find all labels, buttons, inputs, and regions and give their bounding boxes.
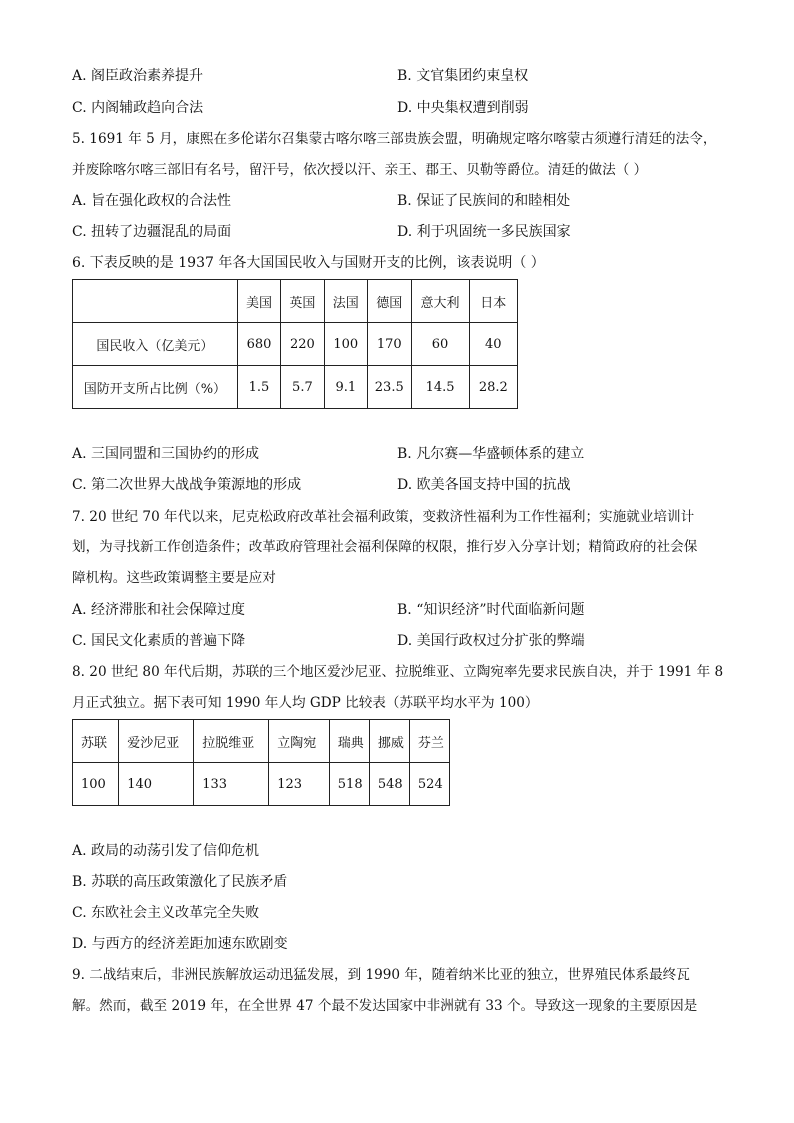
- table-header-cell: 立陶宛: [269, 720, 330, 763]
- table-cell: 28.2: [469, 366, 517, 409]
- table-cell: 220: [281, 323, 324, 366]
- table-header-row: [73, 280, 518, 323]
- table-row: [73, 763, 450, 806]
- table-row-label: 国防开支所占比例（%）: [73, 366, 238, 409]
- q6-option-d: D. 欧美各国支持中国的抗战: [397, 477, 571, 493]
- table-header-cell: 挪威: [369, 720, 409, 763]
- table-cell: 23.5: [368, 366, 412, 409]
- q5-option-d: D. 利于巩固统一多民族国家: [397, 224, 571, 240]
- table-header-cell: 瑞典: [329, 720, 369, 763]
- table-cell: 1.5: [237, 366, 280, 409]
- table-header-row: [73, 720, 450, 763]
- table-cell: 14.5: [411, 366, 469, 409]
- q8-option-a: A. 政局的动荡引发了信仰危机: [72, 843, 260, 859]
- q7-stem-line-2: 划，为寻找新工作创造条件；改革政府管理社会福利保障的权限，推行岁入分享计划；精简政府的社会保: [72, 539, 698, 555]
- q4-option-b: B. 文官集团约束皇权: [397, 68, 529, 84]
- q7-option-b: B. “知识经济”时代面临新问题: [397, 602, 585, 618]
- table-header-cell: 爱沙尼亚: [119, 720, 194, 763]
- q7-stem-line-3: 障机构。这些政策调整主要是应对: [72, 570, 276, 586]
- table-header-cell: 德国: [368, 280, 412, 323]
- q8-option-c: C. 东欧社会主义改革完全失败: [72, 905, 260, 921]
- q6-option-a: A. 三国同盟和三国协约的形成: [72, 446, 260, 462]
- table-cell: 680: [237, 323, 280, 366]
- q8-gdp-table: [72, 719, 450, 806]
- table-cell: 140: [119, 763, 194, 806]
- q6-stem: 6. 下表反映的是 1937 年各大国国民收入与国财开支的比例，该表说明（ ）: [72, 255, 545, 271]
- table-header-cell: 苏联: [73, 720, 119, 763]
- q5-stem-line-2: 并废除喀尔喀三部旧有名号，留汗号，依次授以汗、亲王、郡王、贝勒等爵位。清廷的做法（ ）: [72, 162, 648, 178]
- table-row-label: 国民收入（亿美元）: [73, 323, 238, 366]
- table-cell: 100: [324, 323, 367, 366]
- q4-option-d: D. 中央集权遭到削弱: [397, 100, 529, 116]
- q4-option-c: C. 内阁辅政趋向合法: [72, 100, 204, 116]
- table-header-cell: 美国: [237, 280, 280, 323]
- q6-option-b: B. 凡尔赛—华盛顿体系的建立: [397, 446, 585, 462]
- table-cell: 524: [409, 763, 449, 806]
- q8-stem-line-2: 月正式独立。据下表可知 1990 年人均 GDP 比较表（苏联平均水平为 100）: [72, 695, 539, 711]
- q8-option-d: D. 与西方的经济差距加速东欧剧变: [72, 936, 288, 952]
- table-header-cell: 芬兰: [409, 720, 449, 763]
- table-header-cell: 日本: [469, 280, 517, 323]
- table-cell: 133: [194, 763, 269, 806]
- q6-data-table: [72, 279, 518, 409]
- table-header-cell: 英国: [281, 280, 324, 323]
- table-cell: 100: [73, 763, 119, 806]
- q7-option-c: C. 国民文化素质的普遍下降: [72, 633, 246, 649]
- table-cell: 60: [411, 323, 469, 366]
- table-cell: 518: [329, 763, 369, 806]
- q5-stem-line-1: 5. 1691 年 5 月，康熙在多伦诺尔召集蒙古喀尔喀三部贵族会盟，明确规定喀尔喀蒙古须遵行清廷的法令，: [72, 131, 717, 147]
- table-header-cell: 拉脱维亚: [194, 720, 269, 763]
- table-cell: 5.7: [281, 366, 324, 409]
- q4-option-a: A. 阁臣政治素养提升: [72, 68, 204, 84]
- table-cell: 170: [368, 323, 412, 366]
- table-header-cell: 意大利: [411, 280, 469, 323]
- q5-option-a: A. 旨在强化政权的合法性: [72, 193, 232, 209]
- table-row: [73, 323, 518, 366]
- table-header-cell: 法国: [324, 280, 367, 323]
- q6-option-c: C. 第二次世界大战战争策源地的形成: [72, 477, 302, 493]
- table-row: [73, 366, 518, 409]
- q5-option-b: B. 保证了民族间的和睦相处: [397, 193, 571, 209]
- q7-option-a: A. 经济滞胀和社会保障过度: [72, 602, 246, 618]
- q8-option-b: B. 苏联的高压政策激化了民族矛盾: [72, 874, 288, 890]
- q9-stem-line-2: 解。然而，截至 2019 年，在全世界 47 个最不发达国家中非洲就有 33 个。导致这一现象的主要原因是: [72, 998, 698, 1014]
- q7-stem-line-1: 7. 20 世纪 70 年代以来，尼克松政府改革社会福利政策，变救济性福利为工作性福利；实施就业培训计: [72, 509, 695, 525]
- q5-option-c: C. 扭转了边疆混乱的局面: [72, 224, 232, 240]
- table-cell: 548: [369, 763, 409, 806]
- q8-stem-line-1: 8. 20 世纪 80 年代后期，苏联的三个地区爱沙尼亚、拉脱维亚、立陶宛率先要求民族自决，并于 1991 年 8: [72, 664, 724, 680]
- q7-option-d: D. 美国行政权过分扩张的弊端: [397, 633, 585, 649]
- table-cell: 123: [269, 763, 330, 806]
- q9-stem-line-1: 9. 二战结束后，非洲民族解放运动迅猛发展，到 1990 年，随着纳米比亚的独立，世界殖民体系最终瓦: [72, 967, 690, 983]
- table-cell: 9.1: [324, 366, 367, 409]
- table-cell: 40: [469, 323, 517, 366]
- table-header-cell: [73, 280, 238, 323]
